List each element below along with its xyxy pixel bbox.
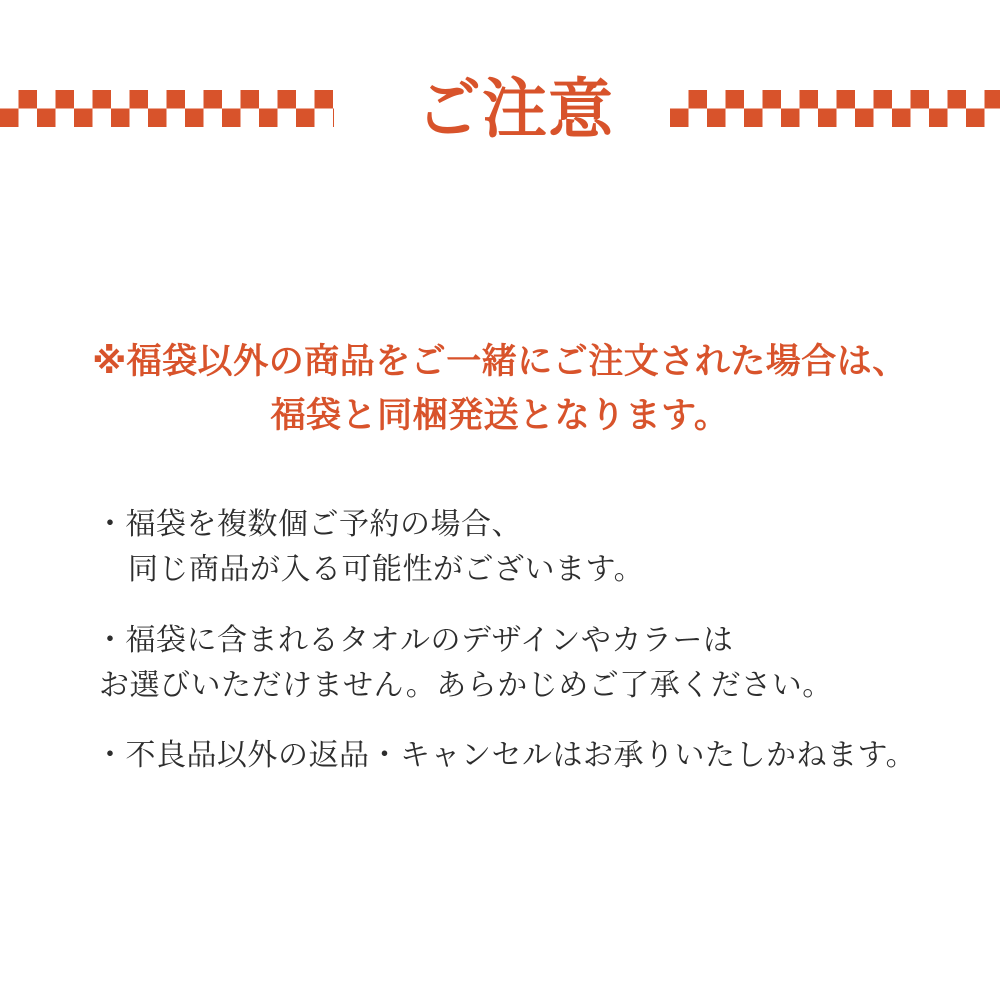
shipping-notice [0, 335, 1000, 443]
bullet-line: ・福袋を複数個ご予約の場合、 [95, 508, 522, 541]
shipping-notice-line-2: 福袋と同梱発送となります。 [270, 396, 730, 435]
bullet-item-no-returns [95, 733, 960, 778]
bullet-line: ・不良品以外の返品・キャンセルはお承りいたしかねます。 [95, 739, 917, 772]
page-title: ご注意 [415, 72, 614, 145]
bullet-line: お選びいただけません。あらかじめご了承ください。 [99, 669, 833, 702]
shipping-notice-line-1: ※福袋以外の商品をご一緒にご注文された場合は、 [92, 342, 908, 381]
checkerboard-right-decoration [670, 90, 1000, 127]
bullet-item-no-design-choice [95, 618, 960, 708]
bullet-line: 同じ商品が入る可能性がございます。 [128, 553, 645, 586]
bullet-item-duplicate-products [95, 502, 960, 592]
bullet-line: ・福袋に含まれるタオルのデザインやカラーは [95, 624, 734, 657]
